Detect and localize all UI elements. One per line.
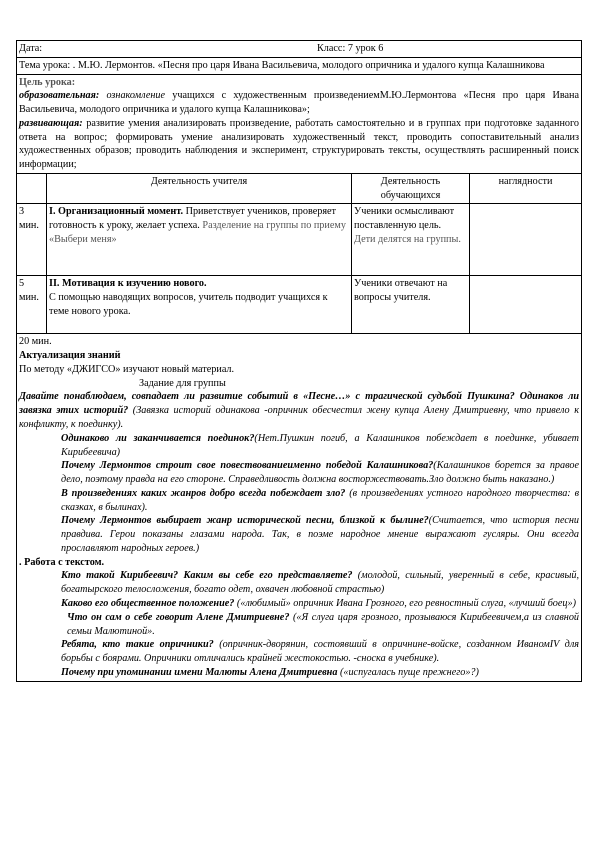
class-label: Класс: 7 урок 6 [317,43,384,54]
row-students-text: Ученики осмысливают поставленную цель. [354,206,455,232]
topic-cell: Тема урока: . М.Ю. Лермонтов. «Песня про царя Ивана Васильевича, молодого опричника и удалого купца Калашникова [17,57,582,74]
question-bold: Почему при упоминании имени Малюты Алена Дмитриевна [61,666,338,678]
date-row [17,41,582,58]
date-label: Дата: [19,43,43,54]
row-teacher-text: Приветствует учеников, проверяет готовность к уроку, желает успеха. [49,206,337,232]
question-answer: (опричник-дворянин, состоявший в опричнине-войске, созданном ИваномIV для борьбы с боярами. Опричники отличались крайней жестокостью. -сноска в учебнике). [61,639,580,665]
row-teacher-grey: Разделение на группы по приему «Выбери меня» [49,220,346,245]
intro-question-bold: Давайте понаблюдаем, совпадает ли развитие событий в «Песне…» с трагической судьбой Пушкина? Одинаков ли завязка этих историй? [19,391,580,417]
question-answer: (молодой, сильный, уверенный в себе, красивый, богатырского телосложения, богато одет, охвачен любовной страстью) [61,570,580,596]
table-head-row [17,173,582,204]
question-item [19,514,579,555]
goal-edu-text: учащихся с художественным произведениемМ.Ю.Лермонтова «Песня про царя Ивана Васильевича, молодого опричника и удалого купца Калашникова»; [19,90,580,116]
question-bold: В произведениях каких жанров добро всегда побеждает зло? [61,487,346,499]
row-teacher [47,204,352,276]
question-bold: Ребята, кто такие опричники? [61,639,214,651]
row-visual [470,276,582,334]
row-students: Ученики отвечают на вопросы учителя. [352,276,470,334]
main-method: По методу «ДЖИГСО» изучают новый материал. [19,363,235,375]
goal-dev-term: развивающая: [19,117,83,129]
work-heading: . Работа с текстом. [19,556,105,568]
question-bold: Почему Лермонтов выбирает жанр исторической песни, близкой к былине? [61,515,429,527]
row-students-grey: Дети делятся на группы. [354,233,461,245]
intro-answer: (Завязка историй одинакова -опричник обесчестил жену купца Алену Дмитриевну, что привело к конфликту, к поединку). [19,405,579,431]
goal-developing [19,117,579,172]
question-item [19,459,579,487]
question-answer: (в произведениях устного народного творчества: в сказках, в былинах). [61,487,580,513]
head-time-cell [17,173,47,204]
intro-question [19,390,579,431]
question-item [19,666,579,680]
head-visual: наглядности [470,173,582,204]
question-bold: Почему Лермонтов строит свое повествованиеименно победой Калашникова? [61,460,434,472]
lesson-plan-table [16,40,582,682]
goal-dev-text: развитие умения анализировать произведение, работать самостоятельно и в группах при подготовке заданного ответа на вопрос; формировать умение анализировать художественный текст, проводить сопоставительный анализ художественных образов; проводить наблюдения и эксперимент, структурировать тексты, осуществлять расширенный поиск информации; [19,117,580,171]
question-bold: Что он сам о себе говорит Алене Дмитриевне? [67,611,290,623]
goal-edu-it: ознакомление [99,90,166,102]
question-answer: (Нет.Пушкин погиб, а Калашников побеждает в поединке, убивает Кирибеевича) [61,432,579,458]
main-row [17,334,582,681]
row-students [352,204,470,276]
question-item [19,487,579,515]
goal-educational [19,89,579,117]
question-item [19,638,579,666]
main-cell [17,334,582,681]
goal-row [17,74,582,173]
question-answer: («испугалась пуще прежнего»?) [337,666,479,678]
head-students: Деятельность обучающихся [352,173,470,204]
main-heading: Актуализация знаний [19,350,121,362]
main-time: 20 мин. [19,336,52,348]
goal-cell [17,74,582,173]
row-teacher-stage: II. Мотивация к изучению нового. [49,278,207,290]
question-answer: (Считается, что история песни правдива. Герои показаны глазами народа. Так, в поэме народное мнение выражают гусляры. Они всегда прославляют народных героев.) [61,515,580,554]
question-item [19,432,579,460]
question-item [19,597,579,611]
date-cell [17,41,582,58]
goal-edu-term: образовательная: [19,90,100,102]
question-answer: (Калашников борется за правое дело, поэтому правда на его стороне. Справедливость должна восторжествовать.Зло должно быть наказано.) [61,460,580,486]
table-row [17,276,582,334]
row-visual [470,204,582,276]
row-teacher-stage: I. Организационный момент. [49,206,184,218]
row-teacher [47,276,352,334]
group-task-label: Задание для группы [139,377,226,389]
question-bold: Одинаково ли заканчивается поединок? [61,432,255,444]
row-teacher-text: С помощью наводящих вопросов, учитель подводит учащихся к теме нового урока. [49,292,328,317]
question-answer: («любимый» опричник Ивана Грозного, его ревностный слуга, «лучший боец») [234,597,576,609]
table-row [17,204,582,276]
topic-row [17,57,582,74]
question-bold: Кто такой Кирибеевич? Каким вы себе его представляете? [61,570,353,582]
goal-heading: Цель урока: [19,76,76,88]
question-item [19,611,579,639]
question-bold: Каково его общественное положение? [61,597,235,609]
question-answer: («Я слуга царя грозного, прозываюся Кирибеевичем,а из славной семьи Малютиной». [67,611,580,637]
head-teacher: Деятельность учителя [47,173,352,204]
row-time: 5 мин. [17,276,47,334]
lesson-plan-page [16,40,581,682]
row-time: 3 мин. [17,204,47,276]
question-item [19,569,579,597]
